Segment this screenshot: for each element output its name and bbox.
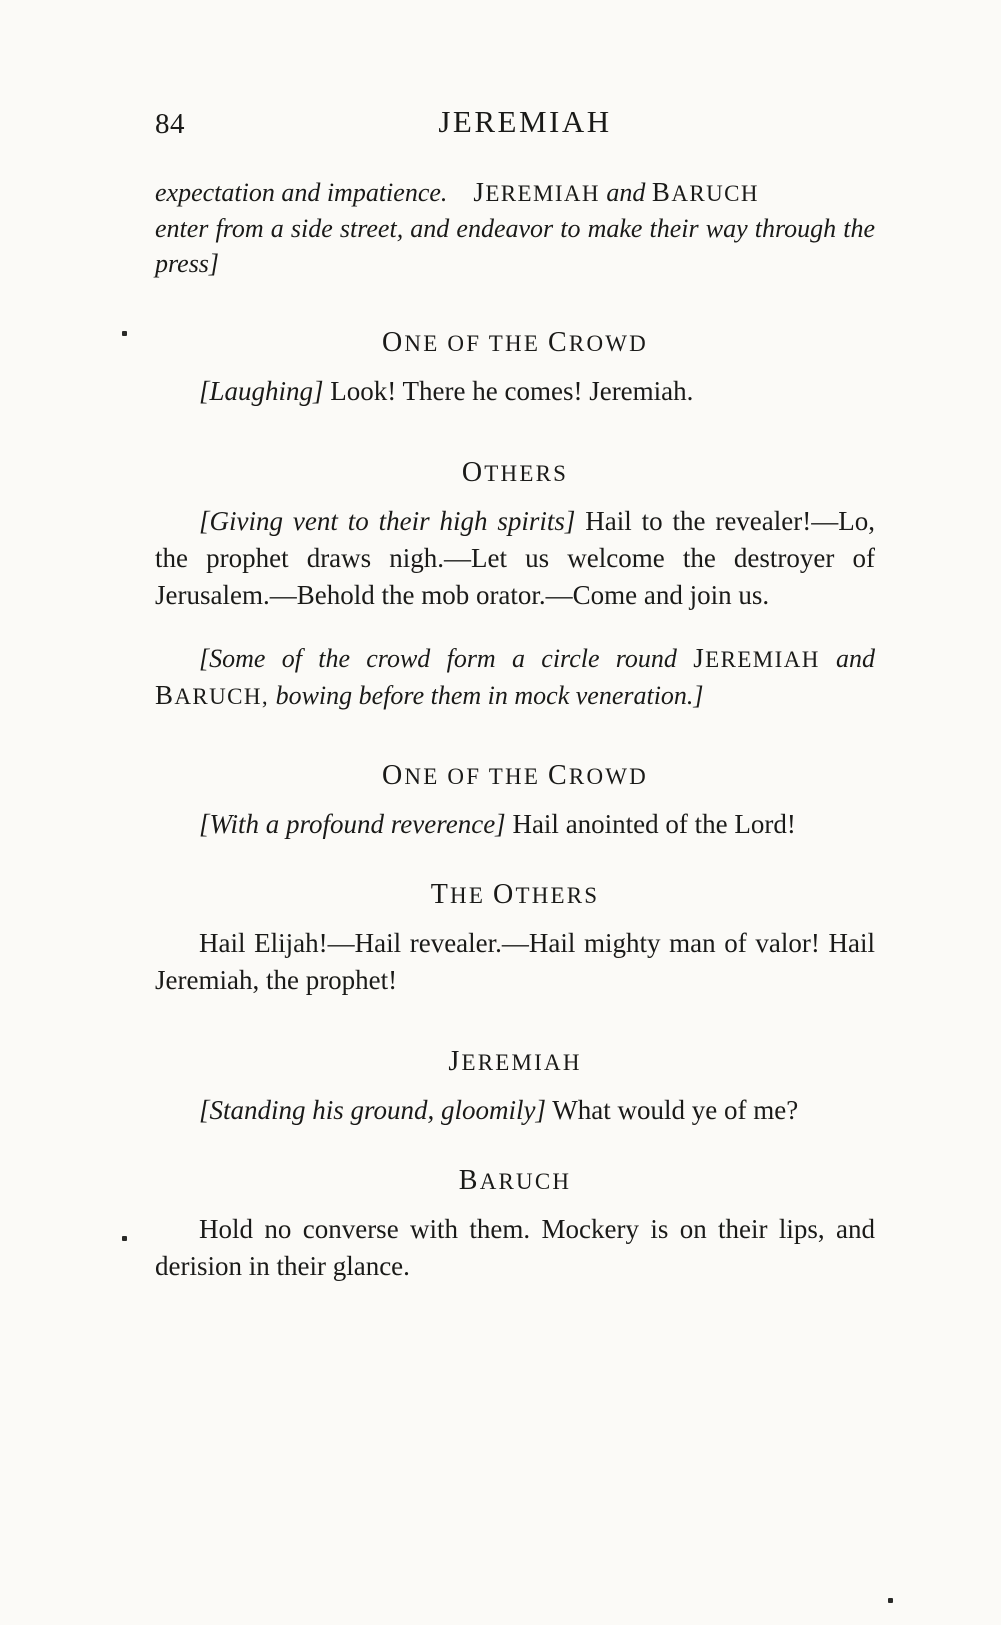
speaker-one-of-the-crowd-2: ONE OF THE CROWD <box>382 759 648 791</box>
speaker-the-others: THE OTHERS <box>430 879 600 911</box>
speech-baruch: Hold no converse with them. Mockery is on their lips, and derision in their glance. <box>155 1213 875 1282</box>
stage-conjunction: and <box>819 644 876 674</box>
character-name-jeremiah: JEREMIAH <box>473 177 600 207</box>
speech-one-of-the-crowd-1 <box>155 373 875 410</box>
stage-text-part2: enter from a side street, and endeavor to make their way through the press] <box>155 213 875 279</box>
speaker-one-of-the-crowd-1: ONE OF THE CROWD <box>382 327 648 359</box>
speech-jeremiah <box>155 1092 875 1129</box>
stage-text-part1: expectation and impatience. <box>155 178 448 207</box>
speech-one-of-the-crowd-2 <box>155 806 875 843</box>
margin-mark-bottom <box>888 1598 893 1603</box>
margin-mark-lower <box>122 1236 127 1241</box>
stage-direction-circle <box>155 640 875 713</box>
stage-direction-laughing: [Laughing] <box>199 376 324 407</box>
page-number: 84 <box>155 108 185 140</box>
stage-conjunction: and <box>599 178 652 207</box>
speech-others <box>155 503 875 615</box>
character-name-baruch: BARUCH, <box>155 680 270 711</box>
speech-text: Hail to the revealer!—Lo, the prophet draws nigh.—Let us welcome the destroyer of Jerusalem.—Behold the mob orator.—Come and join us. <box>155 505 875 611</box>
running-head: JEREMIAH <box>438 104 612 139</box>
character-name-baruch: BARUCH <box>651 177 759 207</box>
character-name-jeremiah: JEREMIAH <box>693 643 820 674</box>
page-content <box>155 100 875 1291</box>
speaker-others: OTHERS <box>461 456 569 488</box>
speech-text: Look! There he comes! Jeremiah. <box>323 376 694 407</box>
opening-stage-direction <box>155 174 875 281</box>
speech-text: Hail anointed of the Lord! <box>505 808 796 839</box>
stage-text-part1: [Some of the crowd form a circle round <box>199 644 694 674</box>
speaker-baruch: BARUCH <box>458 1164 572 1196</box>
stage-direction-reverence: [With a profound reverence] <box>199 808 506 839</box>
margin-mark-upper <box>122 331 127 336</box>
speech-text: What would ye of me? <box>546 1094 799 1125</box>
stage-direction-giving-vent: [Giving vent to their high spirits] <box>199 505 576 536</box>
stage-direction-standing: [Standing his ground, gloomily] <box>199 1094 547 1125</box>
page-header <box>155 100 875 152</box>
speech-the-others: Hail Elijah!—Hail revealer.—Hail mighty man of valor! Hail Jeremiah, the prophet! <box>155 928 875 996</box>
speaker-jeremiah: JEREMIAH <box>448 1045 582 1077</box>
stage-text-part2: bowing before them in mock veneration.] <box>269 681 704 711</box>
